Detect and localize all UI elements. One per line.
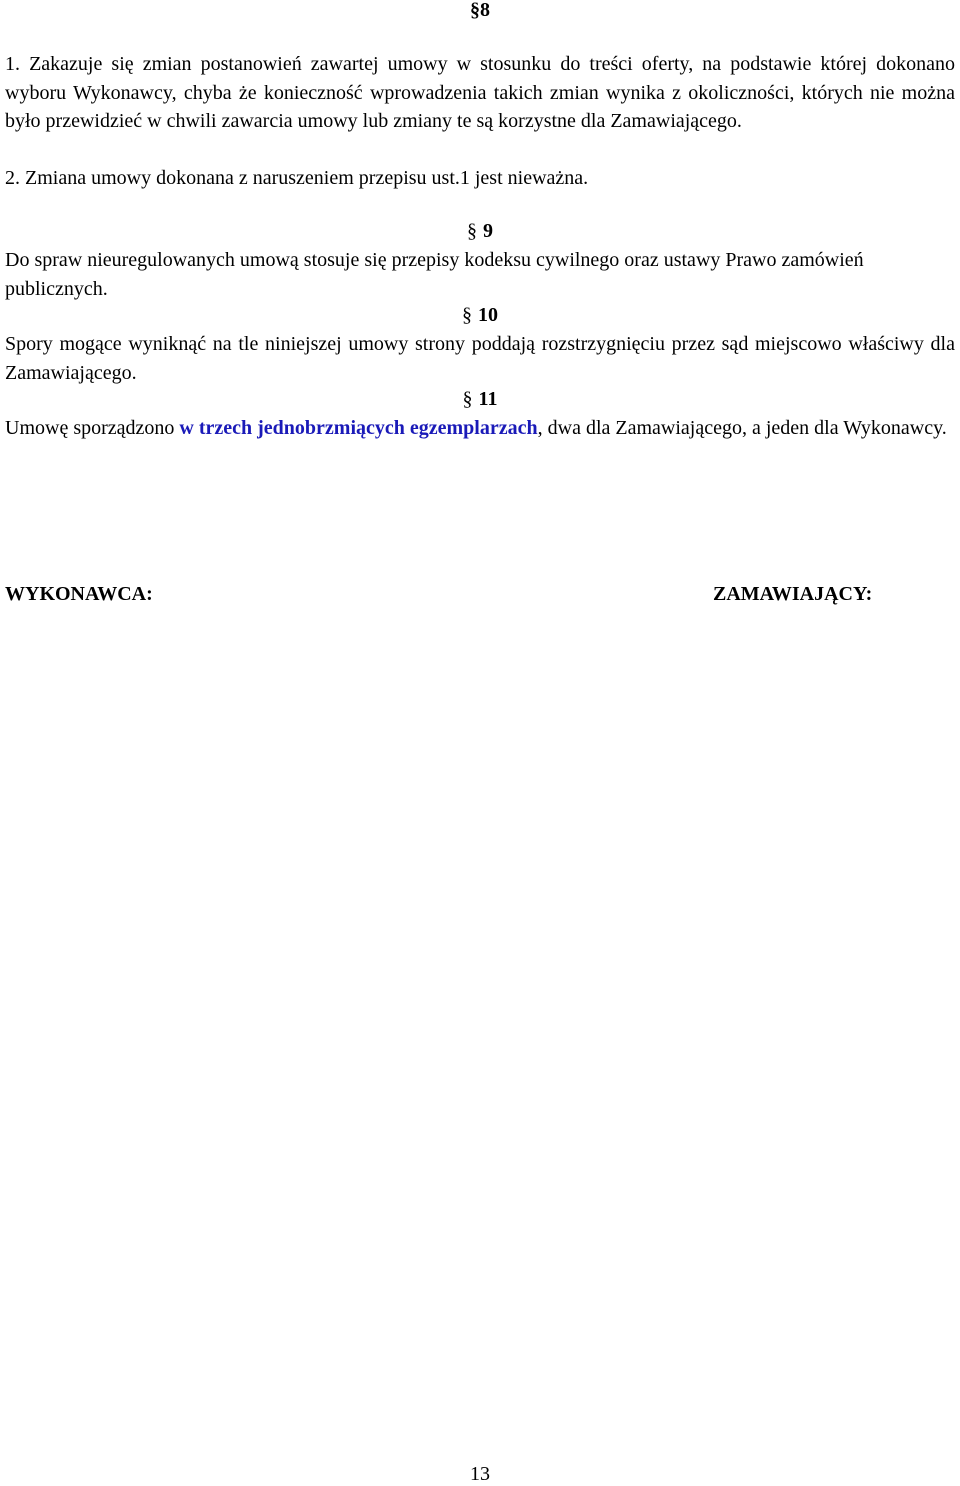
section-10-heading [0, 303, 960, 327]
section-10-text: Spory mogące wyniknąć na tle niniejszej umowy strony poddają rozstrzygnięciu przez sąd miejscowo właściwy dla Zamawiającego. [5, 333, 955, 384]
section-9-text: Do spraw nieuregulowanych umową stosuje się przepisy kodeksu cywilnego oraz ustawy Prawo zamówień publicznych. [5, 249, 864, 300]
signature-client-label: ZAMAWIAJĄCY: [713, 583, 873, 605]
section-11-heading [0, 387, 960, 411]
section-9-number: 9 [483, 220, 493, 242]
section-sign: § [462, 388, 473, 410]
signature-contractor-label: WYKONAWCA: [5, 583, 153, 605]
page-number: 13 [470, 1463, 490, 1485]
section-11-text [5, 414, 955, 443]
section-8-item-2: 2. Zmiana umowy dokonana z naruszeniem przepisu ust.1 jest nieważna. [5, 167, 589, 189]
section-sign: § [467, 220, 477, 242]
section-10-number: 10 [478, 304, 498, 326]
section-11-emphasis: w trzech jednobrzmiących egzemplarzach [179, 417, 538, 439]
section-8-heading [0, 0, 960, 22]
section-11-number: 11 [478, 388, 498, 410]
section-sign: § [462, 304, 472, 326]
section-8-item-1: 1. Zakazuje się zmian postanowień zawartej umowy w stosunku do treści oferty, na podstawie której dokonano wyboru Wykonawcy, chyba że konieczność wprowadzenia takich zmian wynika z okoliczności, których nie można było przewidzieć w chwili zawarcia umowy lub zmiany te są korzystne dla Zamawiającego. [5, 53, 955, 133]
section-9-heading [0, 219, 960, 243]
section-8-heading-text: §8 [470, 0, 490, 21]
section-11-text-before: Umowę sporządzono [5, 417, 180, 439]
section-11-text-after: , dwa dla Zamawiającego, a jeden dla Wykonawcy. [537, 417, 947, 439]
